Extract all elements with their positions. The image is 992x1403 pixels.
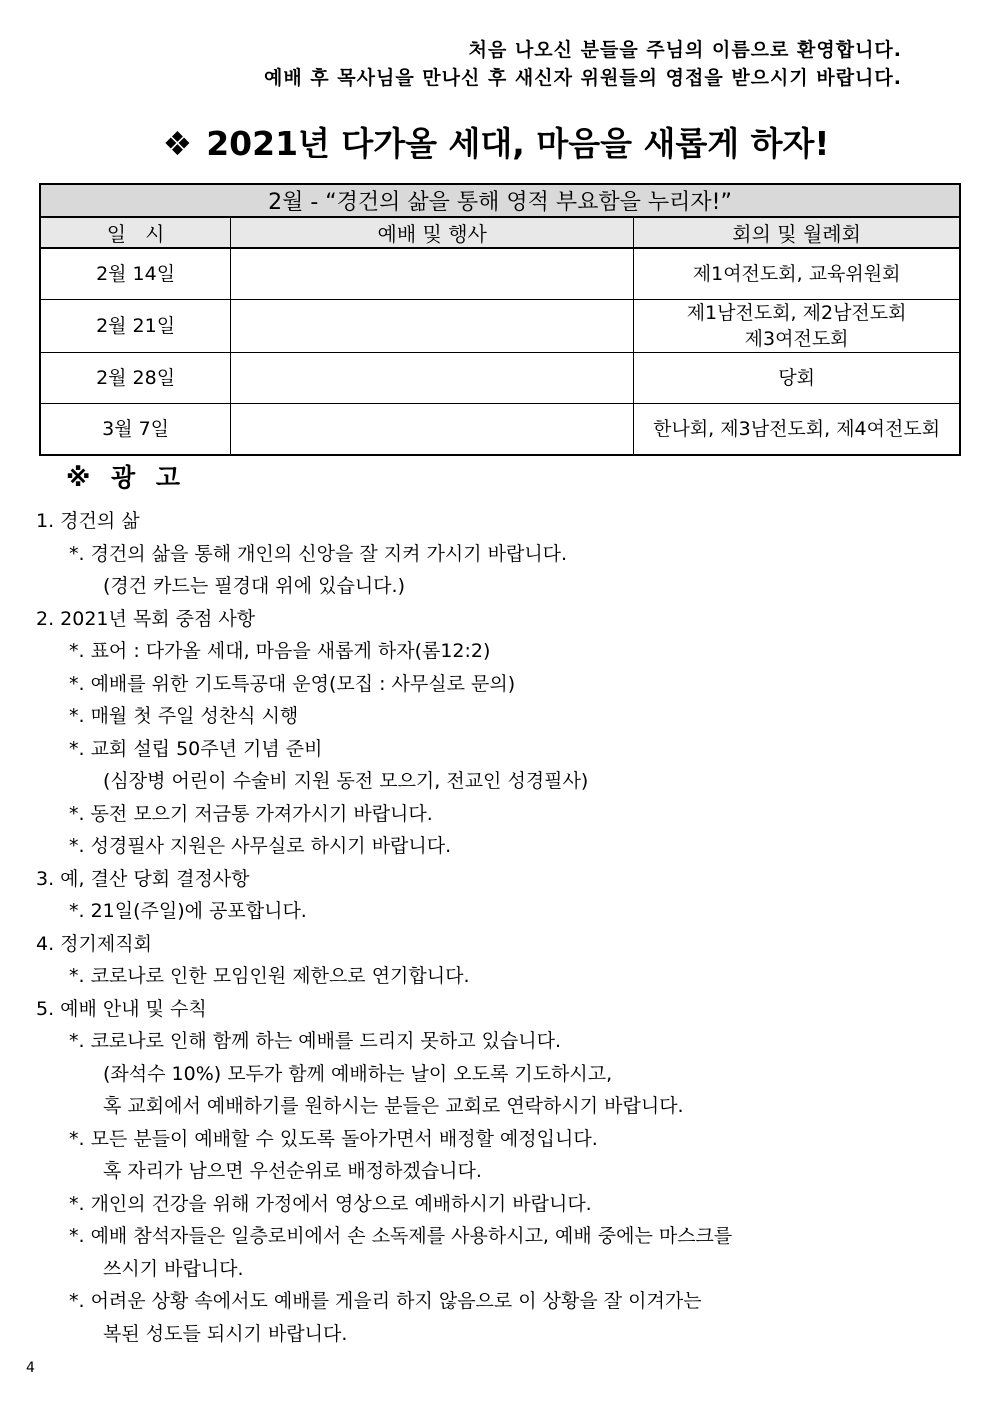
welcome-line: 처음 나오신 분들을 주님의 이름으로 환영합니다. — [468, 39, 902, 61]
yearly-motto — [0, 118, 992, 165]
meeting-line: 제1남전도회, 제2남전도회 — [686, 302, 907, 324]
announcement-heading: 5. 예배 안내 및 수칙 — [36, 997, 207, 1020]
announcement-item: 혹 자리가 남으면 우선순위로 배정하겠습니다. — [103, 1160, 482, 1182]
meeting-line: 당회 — [778, 367, 815, 389]
table-row — [40, 353, 960, 404]
meeting-line: 제1여전도회, 교육위원회 — [692, 263, 901, 285]
announcement-item: *. 예배 참석자들은 일층로비에서 손 소독제를 사용하시고, 예배 중에는 마스크를 — [69, 1225, 733, 1247]
page-number: 4 — [26, 1360, 35, 1376]
announcement-item: 쓰시기 바랍니다. — [103, 1257, 244, 1280]
date-cell: 2월 28일 — [40, 353, 231, 404]
schedule-table — [39, 183, 961, 456]
column-header-worship: 예배 및 행사 — [231, 217, 634, 248]
column-header-meetings: 회의 및 월례회 — [634, 217, 960, 248]
schedule-banner: 2월 - “경건의 삶을 통해 영적 부요함을 누리자!” — [40, 184, 960, 217]
announcement-item: *. 개인의 건강을 위해 가정에서 영상으로 예배하시기 바랍니다. — [69, 1192, 592, 1215]
announcement-item: 복된 성도들 되시기 바랍니다. — [103, 1322, 348, 1345]
announcement-item: *. 경건의 삶을 통해 개인의 신앙을 잘 지켜 가시기 바랍니다. — [69, 542, 568, 565]
announcement-item: (심장병 어린이 수술비 지원 동전 모으기, 전교인 성경필사) — [103, 770, 589, 792]
column-header-date: 일 시 — [40, 217, 231, 248]
meeting-line: 제3여전도회 — [744, 328, 849, 350]
announcement-item: *. 코로나로 인한 모임인원 제한으로 연기합니다. — [69, 965, 470, 987]
welcome-message — [264, 36, 902, 92]
table-row — [40, 248, 960, 300]
worship-cell — [231, 300, 634, 353]
announcement-item: 혹 교회에서 예배하기를 원하시는 분들은 교회로 연락하시기 바랍니다. — [103, 1095, 684, 1117]
announcement-item: *. 성경필사 지원은 사무실로 하시기 바랍니다. — [69, 835, 452, 857]
date-cell: 3월 7일 — [40, 404, 231, 456]
worship-cell — [231, 248, 634, 300]
announcement-item: *. 어려운 상황 속에서도 예배를 게을리 하지 않음으로 이 상황을 잘 이겨가는 — [69, 1290, 702, 1312]
announcement-heading: 1. 경건의 삶 — [36, 510, 140, 532]
announcement-heading: 3. 예, 결산 당회 결정사항 — [36, 867, 250, 890]
announcement-item: *. 21일(주일)에 공포합니다. — [69, 900, 307, 922]
meetings-cell — [634, 248, 960, 300]
announcement-item: *. 표어 : 다가올 세대, 마음을 새롭게 하자(롬12:2) — [69, 640, 491, 662]
welcome-line: 예배 후 목사님을 만나신 후 새신자 위원들의 영접을 받으시기 바랍니다. — [263, 67, 902, 89]
announcement-heading: 4. 정기제직회 — [36, 932, 152, 955]
meeting-line: 한나회, 제3남전도회, 제4여전도회 — [653, 418, 941, 440]
announcement-item: *. 동전 모으기 저금통 가져가시기 바랍니다. — [69, 802, 433, 825]
worship-cell — [231, 353, 634, 404]
announcement-heading: 2. 2021년 목회 중점 사항 — [36, 607, 256, 630]
date-cell: 2월 21일 — [40, 300, 231, 353]
announcement-item: *. 교회 설립 50주년 기념 준비 — [69, 737, 323, 760]
date-cell: 2월 14일 — [40, 248, 231, 300]
table-row — [40, 300, 960, 353]
meetings-cell — [634, 300, 960, 353]
announcement-item: (좌석수 10%) 모두가 함께 예배하는 날이 오도록 기도하시고, — [103, 1062, 613, 1085]
announcements-list — [36, 505, 936, 1350]
meetings-cell — [634, 353, 960, 404]
worship-cell — [231, 404, 634, 456]
diamond-icon: ❖ — [162, 124, 193, 163]
announcement-item: *. 매월 첫 주일 성찬식 시행 — [69, 705, 299, 727]
meetings-cell — [634, 404, 960, 456]
table-row — [40, 404, 960, 456]
announcement-item: *. 모든 분들이 예배할 수 있도록 돌아가면서 배정할 예정입니다. — [69, 1127, 598, 1150]
announcements-title: ※ 광 고 — [66, 463, 187, 492]
announcement-item: *. 코로나로 인해 함께 하는 예배를 드리지 못하고 있습니다. — [69, 1030, 562, 1052]
announcement-item: *. 예배를 위한 기도특공대 운영(모집 : 사무실로 문의) — [69, 672, 516, 695]
motto-text: 2021년 다가올 세대, 마음을 새롭게 하자! — [206, 124, 830, 163]
announcement-item: (경건 카드는 필경대 위에 있습니다.) — [103, 575, 405, 597]
